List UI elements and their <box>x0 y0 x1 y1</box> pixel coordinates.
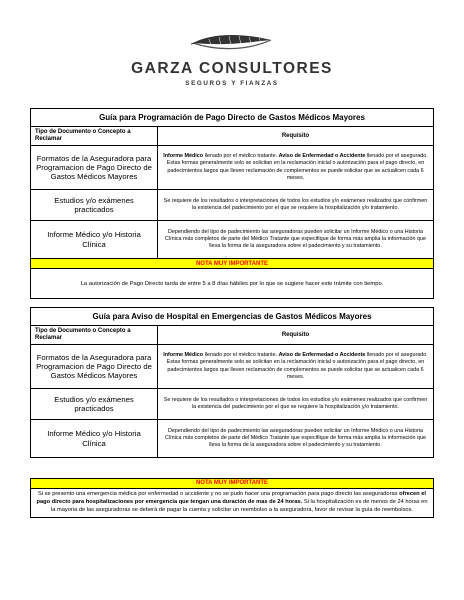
column-header-documento: Tipo de Documento o Concepto a Reclamar <box>31 127 158 146</box>
requirement-cell: Dependiendo del tipo de padecimiento las aseguradoras pueden solicitar un Informe Médico o una Historia Clínica más completos de parte del Médico Tratante que especifique de forma más amplia la información que lleva la forma de la aseguradora sobre el padecimiento y su tratamiento. <box>158 420 434 458</box>
important-note-banner: NOTA MUY IMPORTANTE <box>31 259 434 269</box>
important-note-text: La autorización de Pago Directo tarda de entre 5 a 8 días hábiles por lo que se sugiere hacer este trámite con tiempo. <box>31 269 434 299</box>
aviso-label: Aviso de Enfermedad o Accidente <box>278 352 366 359</box>
aviso-hospital-table <box>30 307 434 458</box>
column-header-documento: Tipo de Documento o Concepto a Reclamar <box>31 326 158 345</box>
informe-medico-label: Informe Médico <box>163 352 204 359</box>
requirement-cell: Se requiere de los resultados o interpretaciones de todos los estudios y/o exámenes realizados que confirmen la existencia del padecimiento por el que se requiere la hospitalización y/o tratamiento. <box>158 190 434 221</box>
table-row <box>31 221 434 259</box>
table-title: Guía para Aviso de Hospital en Emergencias de Gastos Médicos Mayores <box>31 308 434 326</box>
document-type-cell: Estudios y/o exámenes practicados <box>31 389 158 420</box>
informe-medico-label: Informe Médico <box>163 153 204 160</box>
company-logo <box>0 30 464 87</box>
pago-directo-table <box>30 108 434 299</box>
company-tagline: SEGUROS Y FIANZAS <box>185 80 279 87</box>
requirement-cell: Se requiere de los resultados o interpretaciones de todos los estudios y/o exámenes realizados que confirmen la existencia del padecimiento por el que se requiere la hospitalización y/o tratamiento. <box>158 389 434 420</box>
company-name: GARZA CONSULTORES <box>131 60 333 77</box>
emergency-note-text: Si se presento una emergencia médica por enfermedad o accidente y no se pudo hacer una programación para pago directo las aseguradoras ofrecen el pago directo para hospitalizaciones por emergencia que tengan una duración de mas de 24 horas. Si la hospitalización es de menos de 24 horas en la mayoria de las aseguradoras se deberá de pagar la cuenta y solicitar un reembolso a la aseguradora, favor de revisar la guía de reembolsos. <box>31 489 434 518</box>
important-note-banner: NOTA MUY IMPORTANTE <box>31 479 434 489</box>
table-row <box>31 345 434 389</box>
table-row <box>31 420 434 458</box>
emergency-note-table <box>30 478 434 518</box>
column-header-requisito: Requisito <box>158 326 434 345</box>
aviso-label: Aviso de Enfermedad o Accidente <box>278 153 366 160</box>
feather-icon <box>189 30 275 56</box>
emergency-note-emphasis: ofrecen el pago directo para hospitalizaciones por emergencia que tengan una duración de mas de 24 horas. <box>36 491 426 505</box>
column-header-requisito: Requisito <box>158 127 434 146</box>
document-type-cell: Informe Médico y/o Historia Clínica <box>31 420 158 458</box>
document-type-cell: Formatos de la Aseguradora para Programacion de Pago Directo de Gastos Médicos Mayores <box>31 146 158 190</box>
table-row <box>31 146 434 190</box>
table-row <box>31 389 434 420</box>
document-type-cell: Formatos de la Aseguradora para Programacion de Pago Directo de Gastos Médicos Mayores <box>31 345 158 389</box>
document-type-cell: Informe Médico y/o Historia Clínica <box>31 221 158 259</box>
requirement-cell: Informe Médico llenado por el médico tratante. Aviso de Enfermedad o Accidente llenado por el asegurado. Estas formas generalmente solo se solicitan en la reclamación inicial o autorización para el pago directo, en padecimientos largos que lleven reclamación de complementos se puede solicitar que se actualicen cada 6 meses. <box>158 345 434 389</box>
document-type-cell: Estudios y/o exámenes practicados <box>31 190 158 221</box>
table-row <box>31 190 434 221</box>
table-title: Guía para Programación de Pago Directo de Gastos Médicos Mayores <box>31 109 434 127</box>
requirement-cell: Dependiendo del tipo de padecimiento las aseguradoras pueden solicitar un Informe Médico o una Historia Clínica más completos de parte del Médico Tratante que especifique de forma más amplia la información que lleva la forma de la aseguradora sobre el padecimiento y su tratamiento. <box>158 221 434 259</box>
requirement-cell: Informe Médico llenado por el médico tratante. Aviso de Enfermedad o Accidente llenado por el asegurado. Estas formas generalmente solo se solicitan en la reclamación inicial o autorización para el pago directo, en padecimientos largos que lleven reclamación de complementos se puede solicitar que se actualicen cada 6 meses. <box>158 146 434 190</box>
